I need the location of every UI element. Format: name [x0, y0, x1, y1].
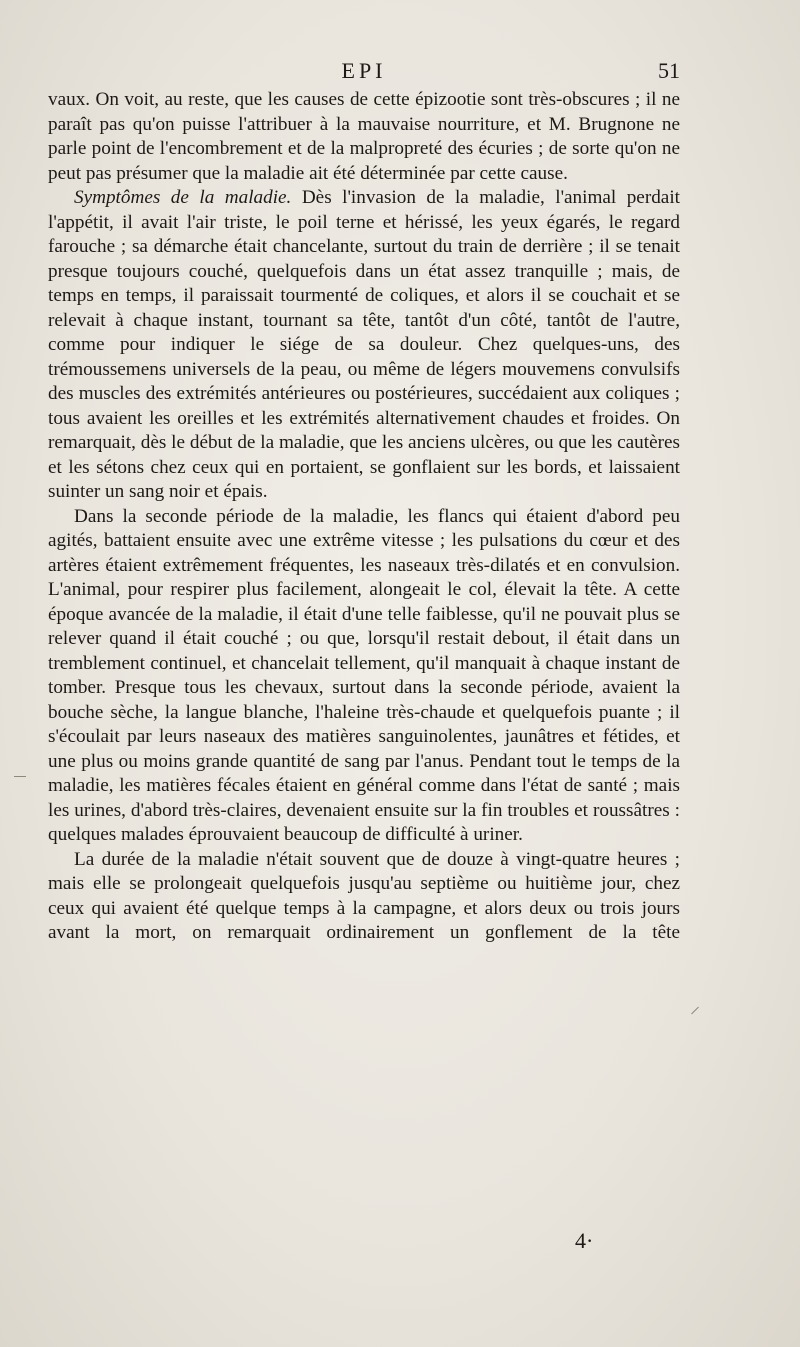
- running-title: EPI: [341, 58, 387, 83]
- paragraph-3: [48, 505, 680, 848]
- paragraph-4: [48, 848, 680, 946]
- paragraph-2-text: Dès l'invasion de la maladie, l'animal perdait l'appétit, il avait l'air triste, le poil terne et hérissé, les yeux égarés, le regard farouche ; sa démarche était chancelante, surtout du train de derrière ; il se tenait presque toujours couché, quelquefois dans un état assez tranquille ; mais, de temps en temps, il paraissait tourmenté de coliques, et alors il se couchait et se relevait à chaque instant, tournant sa tête, tantôt d'un côté, tantôt de l'autre, comme pour indiquer le siége de sa douleur. Chez quelques-uns, des trémoussemens universels de la peau, ou même de légers mouvemens convulsifs des muscles des extrémités antérieures ou postérieures, succédaient aux coliques ; tous avaient les oreilles et les extrémités alternativement chaudes et froides. On remarquait, dès le début de la maladie, que les anciens ulcères, ou que les cautères et les sétons chez ceux qui en portaient, se gonflaient sur les bords, et laissaient suinter un sang noir et épais.: [48, 187, 680, 502]
- margin-mark: [14, 776, 26, 777]
- margin-mark: [691, 1007, 699, 1015]
- running-head: [48, 58, 680, 88]
- paragraph-1: [48, 88, 680, 186]
- paragraph-1-text: vaux. On voit, au reste, que les causes de cette épizootie sont très-obscures ; il ne paraît pas qu'on puisse l'attribuer à la mauvaise nourriture, et M. Brugnone ne parle point de l'encombrement et de la malpropreté des écuries ; de sorte qu'on ne peut pas présumer que la maladie ait été déterminée par cette cause.: [48, 89, 680, 184]
- paragraph-2: [48, 186, 680, 505]
- paragraph-4-text: La durée de la maladie n'était souvent que de douze à vingt-quatre heures ; mais elle se prolongeait quelquefois jusqu'au septième ou huitième jour, chez ceux qui avaient été quelque temps à la campagne, et alors deux ou trois jours avant la mort, on remarquait ordinairement un gonflement de la tête: [48, 848, 680, 943]
- section-heading-symptomes: Symptômes de la maladie.: [74, 187, 292, 208]
- body-text: [48, 88, 680, 946]
- paragraph-3-text: Dans la seconde période de la maladie, les flancs qui étaient d'abord peu agités, battaient ensuite avec une extrême vitesse ; les pulsations du cœur et des artères étaient extrêmement fréquentes, les naseaux très-dilatés et en convulsion. L'animal, pour respirer plus facilement, alongeait le col, élevait la tête. A cette époque avancée de la maladie, il était d'une telle faiblesse, qu'il ne pouvait plus se relever quand il était couché ; ou que, lorsqu'il restait debout, il était dans un tremblement continuel, et chancelait tellement, qu'il manquait à chaque instant de tomber. Presque tous les chevaux, surtout dans la seconde période, avaient la bouche sèche, la langue blanche, l'haleine très-chaude et quelquefois puante ; il s'écoulait par leurs naseaux des matières sanguinolentes, jaunâtres et fétides, et une plus ou moins grande quantité de sang par l'anus. Pendant tout le temps de la maladie, les matières fécales étaient en général comme dans l'état de santé ; mais les urines, d'abord très-claires, devenaient ensuite sur la fin troubles et roussâtres : quelques malades éprouvaient beaucoup de difficulté à uriner.: [48, 505, 680, 845]
- page-number: 51: [658, 58, 680, 83]
- signature-mark: 4·: [575, 1228, 594, 1253]
